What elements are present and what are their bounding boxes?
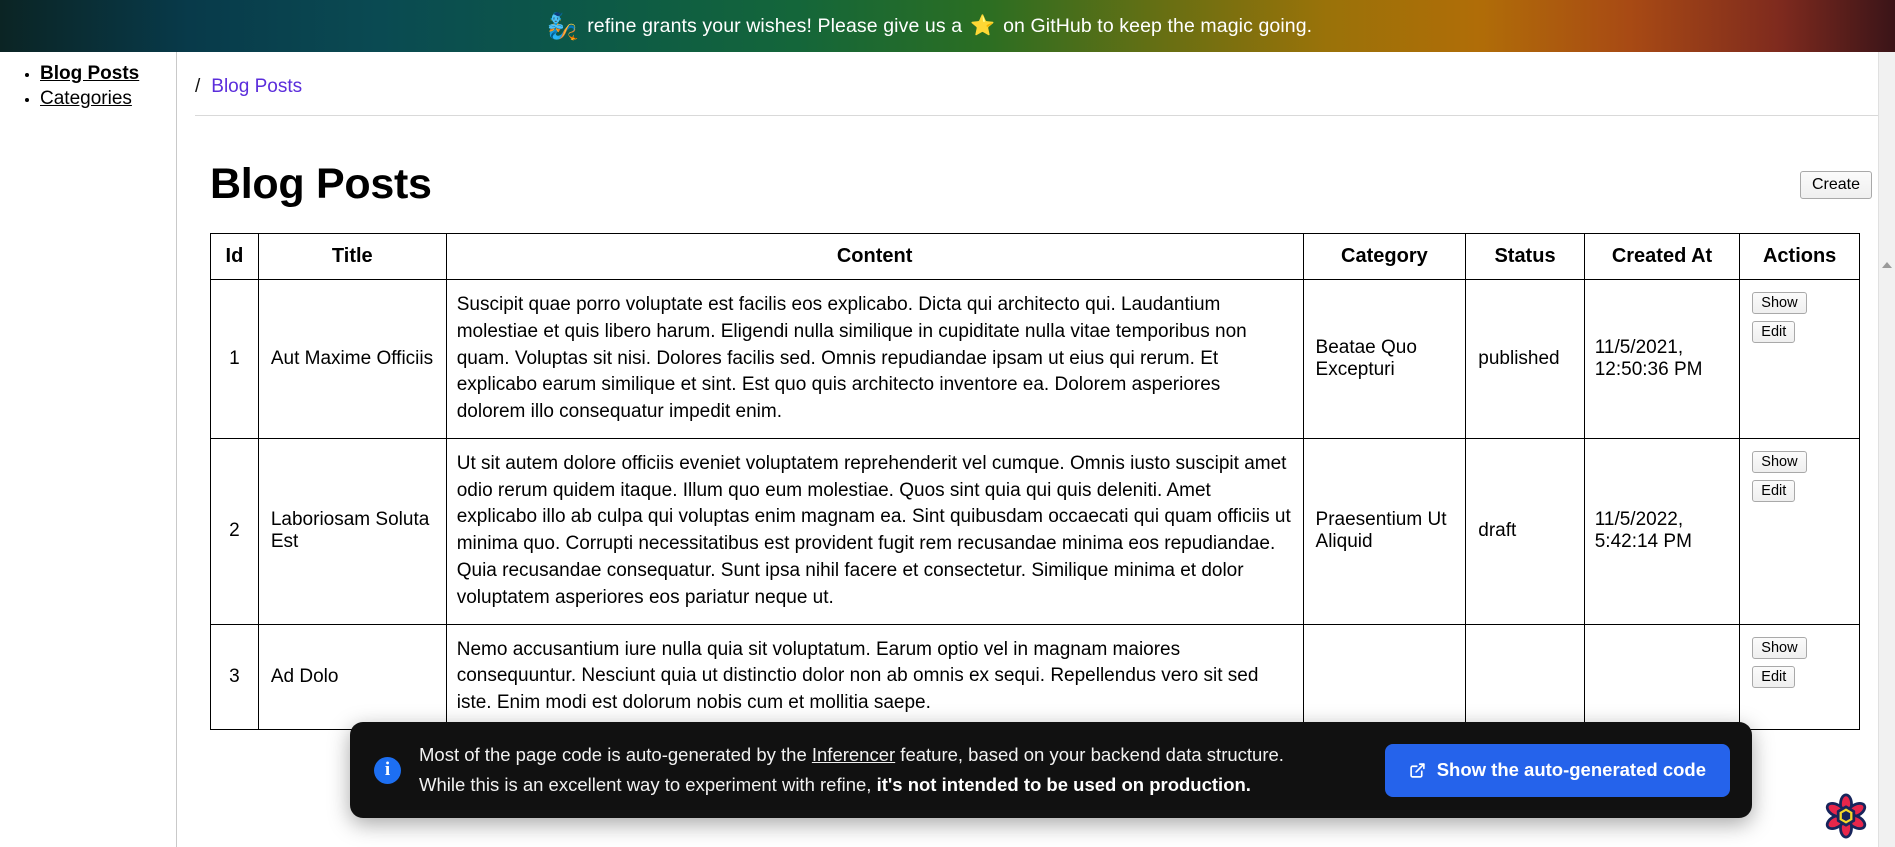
cell-created-at: 11/5/2021, 12:50:36 PM <box>1584 280 1740 439</box>
inferencer-link[interactable]: Inferencer <box>811 744 896 766</box>
external-link-icon <box>1409 762 1426 779</box>
breadcrumb <box>177 52 1895 98</box>
promo-banner-text-after: on GitHub to keep the magic going. <box>1003 14 1313 37</box>
toast-line2-emphasis: it's not intended to be used on production. <box>876 774 1251 795</box>
sidebar-link-categories[interactable]: Categories <box>40 88 132 109</box>
create-button[interactable]: Create <box>1800 171 1872 199</box>
table-header-row <box>211 234 1860 280</box>
toast-button-label: Show the auto-generated code <box>1436 759 1706 780</box>
breadcrumb-separator: / <box>195 76 201 97</box>
row-action-group <box>1752 449 1850 502</box>
column-header-title[interactable]: Title <box>258 234 446 280</box>
table-scroll-container[interactable] <box>210 233 1877 730</box>
show-auto-generated-code-button[interactable] <box>1385 744 1730 797</box>
show-button[interactable]: Show <box>1752 292 1806 314</box>
cell-content: Nemo accusantium iure nulla quia sit voluptatum. Earum optio vel in magnam maiores consequuntur. Nesciunt quia ut distinctio dolor non ab omnis ex sequi. Repellendus vero sit sed iste. Enim modi est dolorum nobis cum et mollitia saepe. <box>446 624 1303 729</box>
table-row <box>211 624 1860 729</box>
table-row <box>211 438 1860 624</box>
column-header-id[interactable]: Id <box>211 234 259 280</box>
cell-category: Beatae Quo Excepturi <box>1303 280 1466 439</box>
page-header <box>210 116 1877 209</box>
cell-content: Ut sit autem dolore officiis eveniet voluptatem reprehenderit vel cumque. Omnis iusto suscipit amet odio rerum quidem itaque. Illum quo eum molestiae. Quos sint quia qui quis deleniti. Amet explicabo illo ab culpa qui voluptas enim magnam ea. Sint quibusdam occaecati qui quam officiis ut minima quo. Corrupti necessitatibus est provident fugit rem recusandae minima eos repudiandae. Quia recusandae consequatur. Sunt ipsa nihil facere et consectetur. Similique minima et dolor voluptatem asperiores eos pariatur neque ut. <box>446 438 1303 624</box>
cell-title: Laboriosam Soluta Est <box>258 438 446 624</box>
row-action-group <box>1752 635 1850 688</box>
cell-actions <box>1740 624 1860 729</box>
cell-category: Praesentium Ut Aliquid <box>1303 438 1466 624</box>
promo-banner <box>0 0 1895 52</box>
cell-id: 1 <box>211 280 259 439</box>
show-button[interactable]: Show <box>1752 451 1806 473</box>
vertical-scrollbar[interactable] <box>1878 52 1895 847</box>
list-page-container <box>177 116 1895 730</box>
edit-button[interactable]: Edit <box>1752 321 1795 343</box>
show-button[interactable]: Show <box>1752 637 1806 659</box>
toast-line2-part1: While this is an excellent way to experiment with refine, <box>419 774 877 795</box>
edit-button[interactable]: Edit <box>1752 666 1795 688</box>
promo-banner-content <box>547 13 1312 39</box>
edit-button[interactable]: Edit <box>1752 480 1795 502</box>
table-head <box>211 234 1860 280</box>
sidebar-item-blog-posts[interactable] <box>40 62 176 87</box>
sidebar <box>0 52 177 847</box>
info-icon: i <box>374 757 401 784</box>
table-body <box>211 280 1860 730</box>
scrollbar-thumb[interactable] <box>1880 278 1894 578</box>
cell-created-at: 11/5/2022, 5:42:14 PM <box>1584 438 1740 624</box>
cell-actions <box>1740 280 1860 439</box>
inferencer-toast <box>350 722 1752 818</box>
column-header-actions: Actions <box>1740 234 1860 280</box>
toast-line1-part1: Most of the page code is auto-generated by the <box>419 744 812 766</box>
cell-content: Suscipit quae porro voluptate est facilis eos explicabo. Dicta qui architecto qui. Laudantium molestiae et quis libero harum. Eligendi nulla similique in cupiditate nulla vitae temporibus non quam. Voluptas sit nisi. Dolores facilis sed. Omnis repudiandae ipsam ut eius qui rerum. Et explicabo earum similique et sint. Est quo quis architecto inventore ea. Dolorem asperiores dolorem illo consequatur impedit enim. <box>446 280 1303 439</box>
cell-title: Ad Dolo <box>258 624 446 729</box>
column-header-status[interactable]: Status <box>1466 234 1584 280</box>
blog-posts-table <box>210 233 1860 730</box>
promo-banner-text-before: refine grants your wishes! Please give us a <box>587 14 963 37</box>
sidebar-item-categories[interactable] <box>40 87 176 112</box>
react-query-devtools-button[interactable] <box>1823 793 1869 839</box>
cell-status <box>1466 624 1584 729</box>
cell-id: 2 <box>211 438 259 624</box>
cell-category <box>1303 624 1466 729</box>
cell-title: Aut Maxime Officiis <box>258 280 446 439</box>
sidebar-link-blog-posts[interactable]: Blog Posts <box>40 63 140 84</box>
refine-mascot-icon: 🧞 <box>546 11 580 41</box>
cell-created-at <box>1584 624 1740 729</box>
cell-actions <box>1740 438 1860 624</box>
column-header-created-at[interactable]: Created At <box>1584 234 1740 280</box>
sidebar-nav-list <box>0 62 176 112</box>
table-row <box>211 280 1860 439</box>
toast-message <box>419 740 1367 800</box>
breadcrumb-item-blog-posts[interactable]: Blog Posts <box>211 76 303 97</box>
toast-line1-part2: feature, based on your backend data structure. <box>895 744 1284 766</box>
scroll-up-arrow-icon[interactable] <box>1882 262 1892 268</box>
cell-id: 3 <box>211 624 259 729</box>
cell-status: published <box>1466 280 1584 439</box>
react-query-devtools-flower-icon <box>1823 793 1869 839</box>
star-icon: ⭐ <box>970 15 996 37</box>
column-header-content[interactable]: Content <box>446 234 1303 280</box>
row-action-group <box>1752 290 1850 343</box>
cell-status: draft <box>1466 438 1584 624</box>
column-header-category[interactable]: Category <box>1303 234 1466 280</box>
page-title: Blog Posts <box>210 160 432 208</box>
